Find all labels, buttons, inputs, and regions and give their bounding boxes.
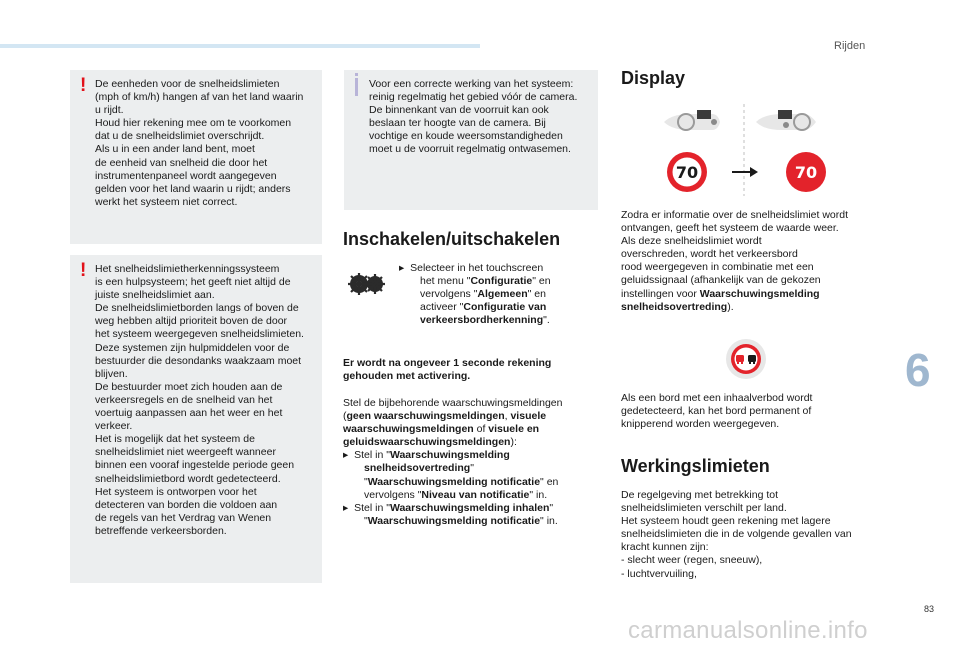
text-line: Stel de bijbehorende waarschuwingsmeldingen [343,397,563,409]
option-name: geen waarschuwingsmeldingen [346,410,505,423]
warning-box-units [70,70,322,244]
text-run: " [470,462,474,475]
option-name: waarschuwingsmeldingen [343,423,474,436]
info-icon [355,78,358,96]
option-name: Waarschuwingsmelding [389,449,510,462]
menu-name-configuratie: Configuratie [470,275,533,288]
activation-note [343,357,551,383]
text-run: Stel in " [354,501,390,514]
text-line: detecteren van borden die voldoen aan [95,498,278,511]
section-heading-display: Display [621,68,686,88]
text-line: De bestuurder moet zich houden aan de [95,380,283,393]
text-line: rood weergegeven in combinatie met een [621,261,814,274]
header-accent-bar [0,44,480,48]
activation-paragraph [343,397,562,528]
text-line: snelheidslimieten die in de volgende gevallen van [621,528,852,541]
menu-name-algemeen: Algemeen [477,288,528,301]
text-line: weg hebben altijd prioriteit boven de door [95,315,288,328]
speed-limit-value: 70 [794,163,818,182]
text-line: snelheidslimiet niet weergeeft wanneer [95,446,276,459]
text-line: dat u de snelheidslimiet overschrijdt. [95,130,265,143]
text-line: gedetecteerd, kan het bord permanent of [621,405,812,418]
text-run: instellingen voor [621,287,700,300]
text-line: Houd hier rekening mee om te voorkomen [95,117,292,130]
no-overtaking-sign-icon [724,337,768,381]
steering-wheel-icon [756,110,816,130]
text-line: werkt het systeem niet correct. [95,195,238,208]
text-run: " en [527,288,546,301]
text-line: verkeer. [95,420,133,433]
text-line: instrumentenpaneel wordt aangegeven [95,169,277,182]
speed-limit-value: 70 [675,163,699,182]
text-line: Het is mogelijk dat het systeem de [95,433,255,446]
settings-gears-icon [345,270,389,298]
text-line: overschreden, wordt het verkeersbord [621,248,798,261]
text-line: De eenheden voor de snelheidslimieten [95,78,280,90]
limits-paragraph [621,489,852,581]
text-line: beslaan ter hoogte van de camera. Bij [369,117,546,130]
text-run: " in. [529,488,548,501]
text-line: Voor een correcte werking van het systeem: [369,78,574,90]
option-name: snelheidsovertreding [621,300,728,313]
text-run: " [549,501,554,514]
text-line: Deze systemen zijn hulpmiddelen voor de [95,341,290,354]
option-name: visuele en [488,423,540,436]
bullet-arrow-icon: ▸ [343,449,355,462]
option-name: Niveau van notificatie [421,488,530,501]
text-run: , [504,410,511,423]
text-run: Stel in " [354,449,390,462]
option-name: geluidswaarschuwingsmeldingen [343,436,511,449]
option-name: Waarschuwingsmelding inhalen [389,501,550,514]
text-line: de eenheid van snelheid die door het [95,156,268,169]
text-run: ). [727,300,734,313]
text-line: juiste snelheidslimiet aan. [95,289,215,302]
text-line: reinig regelmatig het gebied vóór de camera. [369,91,578,104]
text-line: Er wordt na ongeveer 1 seconde rekening [343,357,552,369]
text-line: ontvangen, geeft het systeem de waarde weer. [621,222,839,235]
option-name: snelheidsovertreding [364,462,471,475]
text-run: het menu " [420,275,471,288]
text-line: Als een bord met een inhaalverbod wordt [621,392,813,404]
section-heading-activation: Inschakelen/uitschakelen [343,229,561,249]
option-name: visuele [510,410,547,423]
bullet-arrow-icon: ▸ [399,262,411,274]
text-line: Zodra er informatie over de snelheidslimiet wordt [621,209,849,221]
option-name: Waarschuwingsmelding [699,287,820,300]
text-run: ( [343,410,347,423]
text-run: " in. [540,514,558,527]
display-paragraph [621,209,848,314]
text-run: vervolgens " [420,288,478,301]
text-line: De snelheidslimietborden langs of boven de [95,302,299,315]
text-line: - luchtvervuiling, [621,567,697,580]
text-line: Als u in een ander land bent, moet [95,143,255,156]
text-line: Selecteer in het touchscreen [410,262,544,274]
text-line: gelden voor het land waarin u rijdt; anders [95,182,291,195]
text-line: betreffende verkeersborden. [95,524,227,537]
text-line: voertuig aanpassen aan het weer en het [95,407,283,420]
warning-box-system [70,255,322,583]
text-line: binnen een vooraf ingestelde periode geen [95,459,295,472]
text-run: vervolgens " [364,488,422,501]
text-line: De regelgeving met betrekking tot [621,489,779,501]
option-name: Configuratie van [463,301,547,314]
text-line: Het systeem houdt geen rekening met lagere [621,515,831,528]
text-line: vochtige en koude weersomstandigheden [369,130,563,143]
text-line: - slecht weer (regen, sneeuw), [621,554,763,567]
text-line: Het snelheidslimietherkenningssysteem [95,263,280,275]
option-name: Waarschuwingsmelding notificatie [367,475,541,488]
steering-wheel-icon [664,110,720,130]
warning-icon: ! [80,260,87,281]
bullet-arrow-icon: ▸ [343,501,355,514]
display-illustration [660,100,840,200]
overtake-paragraph [621,392,812,431]
text-line: De binnenkant van de voorruit kan ook [369,104,549,117]
text-line: de regels van het Verdrag van Wenen [95,511,272,524]
watermark: carmanualsonline.info [628,617,868,644]
text-line: snelheidslimieten verschilt per land. [621,502,787,515]
activation-step [399,262,551,327]
option-name: verkeersbordherkenning [420,314,544,327]
text-line: (mph of km/h) hangen af van het land waarin [95,91,304,104]
warning-icon: ! [80,75,87,96]
text-run: " en [532,275,551,288]
page-number: 83 [924,604,935,614]
section-title: Rijden [834,40,866,52]
text-line: knipperend worden weergegeven. [621,418,780,431]
chapter-number: 6 [905,344,931,396]
text-line: Het systeem is ontworpen voor het [95,485,257,498]
text-run: " [364,475,368,488]
text-line: Als deze snelheidslimiet wordt [621,235,762,248]
text-line: verkeersregels en de snelheid van het [95,393,273,406]
text-run: " en [540,475,559,488]
text-line: is een hulpsysteem; het geeft niet altijd de [95,276,291,289]
text-run: activeer " [420,301,464,314]
text-line: blijven. [95,367,128,380]
text-run: ): [510,436,517,449]
text-line: snelheidslimietbord wordt gedetecteerd. [95,472,281,485]
text-line: kracht kunnen zijn: [621,541,709,554]
text-line: u rijdt. [95,104,124,117]
option-name: Waarschuwingsmelding notificatie [367,514,541,527]
arrow-right-icon [732,167,758,177]
text-line: bestuurder die desondanks waakzaam moet [95,354,302,367]
text-line: gehouden met activering. [343,370,471,383]
text-line: geluidssignaal (afhankelijk van de gekozen [621,274,821,287]
section-heading-limits: Werkingslimieten [621,456,770,476]
info-box-camera [344,70,598,210]
text-run: " [364,514,368,527]
text-line: moet u de voorruit regelmatig ontwasemen. [369,143,571,156]
text-run: ". [543,314,550,327]
text-line: het systeem weergegeven snelheidslimieten. [95,328,304,341]
text-run: of [473,423,489,436]
